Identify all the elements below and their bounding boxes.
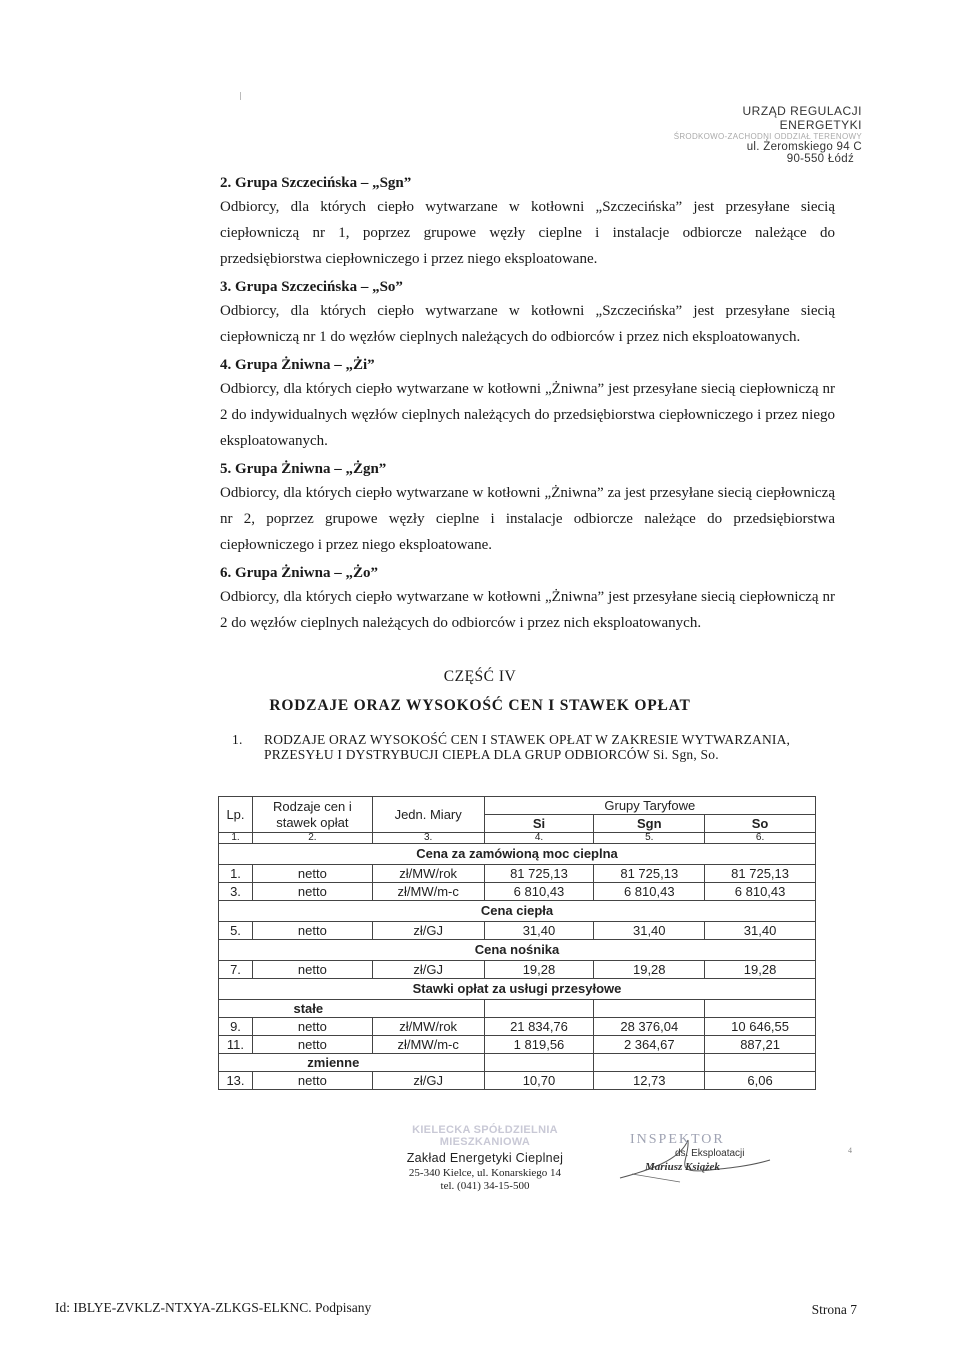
cell-name: netto [252, 1018, 372, 1036]
section-paragraph: Odbiorcy, dla których ciepło wytwarzane w kotłowni „Szczecińska” jest przesyłane siecią ciepłowniczą nr 1, poprzez grupowe węzły cieplne i instalacje odbiorcze należące do przedsiębiorstwa ciepłowniczego i przez niego eksploatowane. [220, 199, 835, 267]
cell-so: 6 810,43 [705, 883, 816, 901]
cell-si: 81 725,13 [484, 865, 594, 883]
stamp-line-2: ŚRODKOWO-ZACHODNI ODDZIAŁ TERENOWY [673, 132, 862, 141]
cell-sgn: 28 376,04 [594, 1018, 705, 1036]
header-grupy: Grupy Taryfowe [484, 797, 815, 815]
inspector-stamp [615, 1132, 775, 1173]
table-row [219, 883, 816, 901]
stamp-line-3: ul. Żeromskiego 94 C [746, 141, 862, 153]
section-paragraph: Odbiorcy, dla których ciepło wytwarzane w kotłowni „Żniwna” jest przesyłane siecią ciepłowniczą nr 2 do węzłów cieplnych należących do odbiorców i przez nich eksploatowanych. [220, 589, 835, 631]
company-stamp-line-4: tel. (041) 34-15-500 [440, 1180, 530, 1192]
inspector-stamp-line-2: ds. Eksploatacji [675, 1148, 745, 1159]
cell-si: 19,28 [484, 961, 594, 979]
section-heading: 3. Grupa Szczecińska – „So” [220, 279, 403, 295]
cell-so: 19,28 [705, 961, 816, 979]
section-1 [232, 732, 842, 762]
cell-sgn: 2 364,67 [594, 1036, 705, 1054]
table-header-row [219, 797, 816, 815]
cell-so: 887,21 [705, 1036, 816, 1054]
table-row [219, 961, 816, 979]
cell-sgn: 6 810,43 [594, 883, 705, 901]
group-label: Stawki opłat za usługi przesyłowe [219, 979, 816, 1000]
cell-unit: zł/GJ [372, 922, 484, 940]
cell-so: 10 646,55 [705, 1018, 816, 1036]
cell-unit: zł/MW/m-c [372, 883, 484, 901]
section-heading: 6. Grupa Żniwna – „Żo” [220, 565, 378, 581]
cell-name: netto [252, 883, 372, 901]
cell-name: netto [252, 922, 372, 940]
group-row [219, 901, 816, 922]
subgroup-row [219, 1054, 816, 1072]
table-row [219, 922, 816, 940]
table-row [219, 1036, 816, 1054]
cell-name: netto [252, 1072, 372, 1090]
group-label: Cena za zamówioną moc cieplna [219, 844, 816, 865]
group-label: Cena nośnika [219, 940, 816, 961]
cell-lp: 3. [219, 883, 253, 901]
section-heading: 5. Grupa Żniwna – „Żgn” [220, 461, 387, 477]
empty-cell [484, 1000, 594, 1018]
table-row [219, 1018, 816, 1036]
scan-mark [240, 92, 241, 100]
cell-si: 10,70 [484, 1072, 594, 1090]
section-1-number: 1. [232, 732, 243, 747]
subgroup-label: stałe [219, 1000, 485, 1018]
header-lp: Lp. [219, 797, 253, 833]
empty-cell [705, 1000, 816, 1018]
column-number-row [219, 833, 816, 844]
part-title: CZĘŚĆ IV [443, 668, 517, 685]
inspector-stamp-line-1: INSPEKTOR [630, 1132, 725, 1147]
inspector-stamp-line-3: Mariusz Książek [645, 1161, 720, 1173]
page-number: Strona 7 [811, 1302, 857, 1317]
column-number: 1. [219, 833, 253, 844]
cell-unit: zł/MW/rok [372, 1018, 484, 1036]
cell-lp: 9. [219, 1018, 253, 1036]
cell-name: netto [252, 865, 372, 883]
cell-unit: zł/GJ [372, 961, 484, 979]
cell-lp: 5. [219, 922, 253, 940]
company-stamp-line-3: 25-340 Kielce, ul. Konarskiego 14 [408, 1167, 562, 1179]
group-label: Cena ciepła [219, 901, 816, 922]
column-number: 6. [705, 833, 816, 844]
column-number: 3. [372, 833, 484, 844]
cell-sgn: 12,73 [594, 1072, 705, 1090]
header-sgn: Sgn [594, 815, 705, 833]
company-stamp [375, 1124, 595, 1192]
cell-lp: 11. [219, 1036, 253, 1054]
cell-so: 81 725,13 [705, 865, 816, 883]
header-jedn: Jedn. Miary [372, 797, 484, 833]
section-heading: 2. Grupa Szczecińska – „Sgn” [220, 175, 412, 191]
column-number: 4. [484, 833, 594, 844]
group-descriptions [220, 168, 835, 636]
cell-si: 6 810,43 [484, 883, 594, 901]
section-paragraph: Odbiorcy, dla których ciepło wytwarzane w kotłowni „Szczecińska” jest przesyłane siecią ciepłowniczą nr 1 do węzłów cieplnych należących do odbiorców i przez nich eksploatowanych. [220, 303, 835, 345]
part-subtitle: RODZAJE ORAZ WYSOKOŚĆ CEN I STAWEK OPŁAT [269, 697, 691, 714]
cell-sgn: 19,28 [594, 961, 705, 979]
header-rodzaje: Rodzaje cen i stawek opłat [252, 797, 372, 833]
stamp-line-4: 90-550 Łódź [786, 153, 854, 165]
group-row [219, 940, 816, 961]
cell-unit: zł/GJ [372, 1072, 484, 1090]
company-stamp-line-1: KIELECKA SPÓŁDZIELNIA MIESZKANIOWA [412, 1124, 558, 1148]
cell-sgn: 81 725,13 [594, 865, 705, 883]
cell-lp: 7. [219, 961, 253, 979]
subgroup-row [219, 1000, 816, 1018]
tariff-table [218, 796, 816, 1090]
margin-mark: 4 [848, 1146, 852, 1155]
group-row [219, 844, 816, 865]
column-number: 2. [252, 833, 372, 844]
cell-name: netto [252, 1036, 372, 1054]
empty-cell [594, 1054, 705, 1072]
section-paragraph: Odbiorcy, dla których ciepło wytwarzane w kotłowni „Żniwna” jest przesyłane siecią ciepłowniczą nr 2 do indywidualnych węzłów cieplnych należących do przedsiębiorstwa ciepłowniczego i przez niego eksploatowanych. [220, 381, 835, 449]
stamp-line-1: URZĄD REGULACJI ENERGETYKI [742, 104, 862, 132]
cell-unit: zł/MW/m-c [372, 1036, 484, 1054]
cell-name: netto [252, 961, 372, 979]
group-row [219, 979, 816, 1000]
cell-unit: zł/MW/rok [372, 865, 484, 883]
empty-cell [484, 1054, 594, 1072]
header-si: Si [484, 815, 594, 833]
cell-si: 21 834,76 [484, 1018, 594, 1036]
cell-so: 31,40 [705, 922, 816, 940]
empty-cell [594, 1000, 705, 1018]
document-id: Id: IBLYE-ZVKLZ-NTXYA-ZLKGS-ELKNC. Podpisany [55, 1300, 372, 1315]
cell-si: 1 819,56 [484, 1036, 594, 1054]
company-stamp-line-2: Zakład Energetyki Cieplnej [406, 1151, 564, 1165]
table-row [219, 1072, 816, 1090]
table-row [219, 865, 816, 883]
empty-cell [705, 1054, 816, 1072]
section-1-text: RODZAJE ORAZ WYSOKOŚĆ CEN I STAWEK OPŁAT W ZAKRESIE WYTWARZANIA, PRZESYŁU I DYSTRYBUCJI CIEPŁA DLA GRUP ODBIORCÓW Si. Sgn, So. [264, 732, 791, 762]
column-number: 5. [594, 833, 705, 844]
section-paragraph: Odbiorcy, dla których ciepło wytwarzane w kotłowni „Żniwna” za jest przesyłane siecią ciepłowniczą nr 2, poprzez grupowe węzły cieplne i instalacje odbiorcze należące do przedsiębiorstwa ciepłowniczego i przez niego eksploatowane. [220, 485, 835, 553]
cell-lp: 13. [219, 1072, 253, 1090]
cell-lp: 1. [219, 865, 253, 883]
header-so: So [705, 815, 816, 833]
cell-so: 6,06 [705, 1072, 816, 1090]
regulator-stamp [662, 104, 862, 165]
cell-sgn: 31,40 [594, 922, 705, 940]
section-heading: 4. Grupa Żniwna – „Żi” [220, 357, 375, 373]
cell-si: 31,40 [484, 922, 594, 940]
subgroup-label: zmienne [219, 1054, 485, 1072]
